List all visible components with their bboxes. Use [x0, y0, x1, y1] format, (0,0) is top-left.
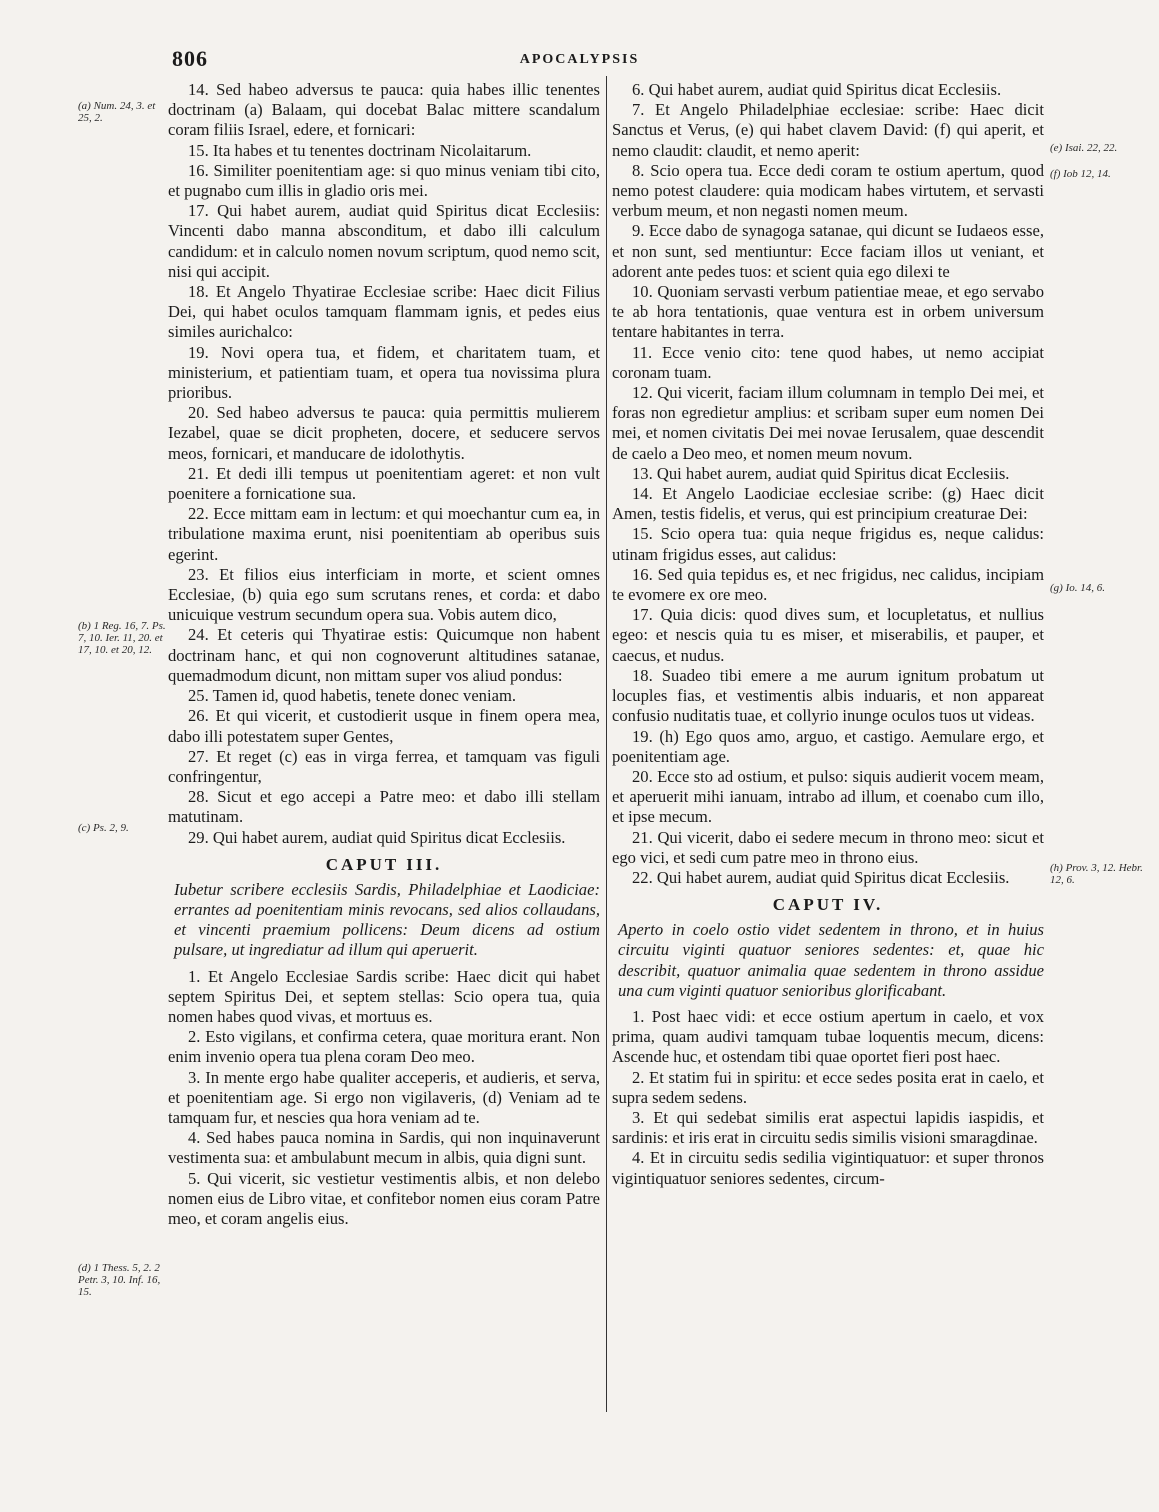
verse: 3. Et qui sedebat similis erat aspectui lapidis iaspidis, et sardinis: et iris erat in circuitu sedis similis visioni smaragdinae. — [612, 1107, 1044, 1148]
margin-note-h: (h) Prov. 3, 12. Hebr. 12, 6. — [1050, 862, 1143, 886]
verse: 28. Sicut et ego accepi a Patre meo: et dabo illi stellam matutinam. — [168, 787, 600, 827]
verse: 6. Qui habet aurem, audiat quid Spiritus dicat Ecclesiis. — [632, 80, 1002, 99]
chapter-heading: CAPUT IV. — [772, 895, 884, 915]
margin-note-b: (b) 1 Reg. 16, 7. Ps. 7, 10. Ier. 11, 20. et 17, 10. et 20, 12. — [78, 620, 166, 656]
verse: 22. Ecce mittam eam in lectum: et qui moechantur cum ea, in tribulatione maxima erunt, nisi poenitentiam ab operibus suis egerint. — [168, 504, 600, 564]
verse: 21. Et dedi illi tempus ut poenitentiam ageret: et non vult poenitere a fornicatione sua. — [168, 463, 600, 504]
verse: 27. Et reget (c) eas in virga ferrea, et tamquam vas figuli confringentur, — [168, 746, 600, 786]
verse: 20. Sed habeo adversus te pauca: quia permittis mulierem Iezabel, quae se dicit propheten, docere, et seducere servos meos, fornicari, et manducare de idolothytis. — [168, 403, 600, 463]
verse: 4. Sed habes pauca nomina in Sardis, qui non inquinaverunt vestimenta sua: et ambulabunt mecum in albis, quia digni sunt. — [168, 1128, 600, 1168]
margin-note-d: (d) 1 Thess. 5, 2. 2 Petr. 3, 10. Inf. 16, 15. — [78, 1262, 161, 1298]
verse: 4. Et in circuitu sedis sedilia vigintiquatuor: et super thronos vigintiquatuor seniores sedentes, circum- — [612, 1148, 1044, 1188]
verse: 29. Qui habet aurem, audiat quid Spiritus dicat Ecclesiis. — [188, 827, 566, 847]
verse: 18. Et Angelo Thyatirae Ecclesiae scribe: Haec dicit Filius Dei, qui habet oculos tamquam flammam ignis, et pedes eius similes aurichalco: — [168, 282, 600, 342]
chapter-heading: CAPUT III. — [325, 854, 443, 874]
verse: 3. In mente ergo habe qualiter acceperis, et audieris, et serva, et poenitentiam age. Si ergo non vigilaveris, (d) Veniam ad te tamquam fur, et nescies qua hora veniam ad te. — [168, 1067, 600, 1127]
verse: 8. Scio opera tua. Ecce dedi coram te ostium apertum, quod nemo potest claudere: quia modicam habes virtutem, et servasti verbum meum, et non negasti nomen meum. — [612, 160, 1044, 221]
verse: 16. Similiter poenitentiam age: si quo minus veniam tibi cito, et pugnabo cum illis in gladio oris mei. — [168, 160, 600, 201]
verse: 10. Quoniam servasti verbum patientiae meae, et ego servabo te ab hora tentationis, quae ventura est in orbem universum tentare habitantes in terra. — [612, 282, 1044, 342]
verse: 1. Et Angelo Ecclesiae Sardis scribe: Haec dicit qui habet septem Spiritus Dei, et septem stellas: Scio opera tua, quia nomen habes quod vivas, et mortuus es. — [168, 966, 600, 1026]
page-number: 806 — [172, 46, 208, 71]
verse: 19. Novi opera tua, et fidem, et charitatem tuam, et ministerium, et patientiam tuam, et opera tua novissima plura prioribus. — [168, 342, 600, 403]
right-column — [612, 80, 1044, 1189]
chapter-summary: Aperto in coelo ostio videt sedentem in throno, et in huius circuitu viginti quatuor seniores sedentes: et, quae hic describit, quatuor animalia quae sedentem in throno assidue una cum viginti quatuor senioribus glorificabant. — [618, 920, 1044, 1000]
verse: 15. Ita habes et tu tenentes doctrinam Nicolaitarum. — [188, 140, 532, 160]
verse: 25. Tamen id, quod habetis, tenete donec veniam. — [188, 686, 517, 706]
verse: 11. Ecce venio cito: tene quod habes, ut nemo accipiat coronam tuam. — [612, 342, 1044, 382]
margin-note-g: (g) Io. 14, 6. — [1050, 582, 1105, 594]
verse: 19. (h) Ego quos amo, arguo, et castigo. Aemulare ergo, et poenitentiam age. — [612, 726, 1044, 766]
running-title: APOCALYPSIS — [519, 52, 640, 67]
verse: 9. Ecce dabo de synagoga satanae, qui dicunt se Iudaeos esse, et non sunt, sed mentiuntur: Ecce faciam illos ut veniant, et adorent ante pedes tuos: et scient quia ego dilexi te — [612, 221, 1044, 281]
verse: 20. Ecce sto ad ostium, et pulso: siquis audierit vocem meam, et aperuerit mihi ianuam, intrabo ad illum, et coenabo cum illo, et ipse mecum. — [612, 766, 1044, 827]
verse: 17. Qui habet aurem, audiat quid Spiritus dicat Ecclesiis: Vincenti dabo manna absconditum, et dabo illi calculum candidum: et in calculo nomen novum scriptum, quod nemo scit, nisi qui accipit. — [168, 201, 600, 281]
chapter-summary: Iubetur scribere ecclesiis Sardis, Philadelphiae et Laodiciae: errantes ad poenitentiam minis revocans, sed alios collaudans, et vincenti praemium pollicens: Deum dicens ad ostium pulsare, ut ingrediatur ad illum qui aperuerit. — [174, 879, 600, 960]
verse: 26. Et qui vicerit, et custodierit usque in finem opera mea, dabo illi potestatem super Gentes, — [168, 706, 600, 746]
margin-note-e: (e) Isai. 22, 22. — [1050, 142, 1118, 154]
verse: 15. Scio opera tua: quia neque frigidus es, neque calidus: utinam frigidus esses, aut calidus: — [612, 524, 1044, 564]
column-divider — [606, 76, 607, 1412]
margin-note-a: (a) Num. 24, 3. et 25, 2. — [78, 100, 156, 124]
verse: 2. Et statim fui in spiritu: et ecce sedes posita erat in caelo, et supra sedem sedens. — [612, 1067, 1044, 1107]
verse: 2. Esto vigilans, et confirma cetera, quae moritura erant. Non enim invenio opera tua plena coram Deo meo. — [168, 1027, 600, 1067]
verse: 18. Suadeo tibi emere a me aurum ignitum probatum ut locuples fias, et vestimentis albis induaris, et non appareat confusio nuditatis tuae, et collyrio inunge oculos tuos ut videas. — [612, 665, 1044, 726]
left-column — [168, 80, 600, 1229]
margin-note-c: (c) Ps. 2, 9. — [78, 822, 129, 834]
verse: 22. Qui habet aurem, audiat quid Spiritus dicat Ecclesiis. — [632, 867, 1010, 887]
verse: 13. Qui habet aurem, audiat quid Spiritus dicat Ecclesiis. — [632, 463, 1010, 483]
margin-note-f: (f) Iob 12, 14. — [1050, 168, 1111, 180]
verse: 21. Qui vicerit, dabo ei sedere mecum in throno meo: sicut et ego vici, et sedi cum patre meo in throno eius. — [612, 827, 1044, 867]
verse: 7. Et Angelo Philadelphiae ecclesiae: scribe: Haec dicit Sanctus et Verus, (e) qui habet clavem David: (f) qui aperit, et nemo claudit: claudit, et nemo aperit: — [612, 100, 1044, 160]
verse: 1. Post haec vidi: et ecce ostium apertum in caelo, et vox prima, quam audivi tamquam tubae loquentis mecum, dicens: Ascende huc, et ostendam tibi quae oportet fieri post haec. — [612, 1006, 1044, 1067]
verse: 5. Qui vicerit, sic vestietur vestimentis albis, et non delebo nomen eius de Libro vitae, et confitebor nomen eius coram Patre meo, et coram angelis eius. — [168, 1168, 600, 1228]
verse: 23. Et filios eius interficiam in morte, et scient omnes Ecclesiae, (b) quia ego sum scrutans renes, et corda: et dabo unicuique vestrum secundum opera sua. Vobis autem dico, — [168, 564, 600, 625]
verse: 14. Sed habeo adversus te pauca: quia habes illic tenentes doctrinam (a) Balaam, qui docebat Balac mittere scandalum coram filiis Israel, edere, et fornicari: — [168, 80, 600, 140]
verse: 24. Et ceteris qui Thyatirae estis: Quicumque non habent doctrinam hanc, et qui non cognoverunt altitudines satanae, quemadmodum dicunt, non mittam super vos aliud pondus: — [168, 625, 600, 685]
verse: 17. Quia dicis: quod dives sum, et locupletatus, et nullius egeo: et nescis quia tu es miser, et miserabilis, et pauper, et caecus, et nudus. — [612, 605, 1044, 665]
verse: 16. Sed quia tepidus es, et nec frigidus, nec calidus, incipiam te evomere ex ore meo. — [612, 564, 1044, 605]
verse: 12. Qui vicerit, faciam illum columnam in templo Dei mei, et foras non egredietur amplius: et scribam super eum nomen Dei mei, et nomen civitatis Dei mei novae Ierusalem, quae descendit de caelo a Deo meo, et nomen meum novum. — [612, 383, 1044, 463]
verse: 14. Et Angelo Laodiciae ecclesiae scribe: (g) Haec dicit Amen, testis fidelis, et verus, qui est principium creaturae Dei: — [612, 484, 1044, 524]
